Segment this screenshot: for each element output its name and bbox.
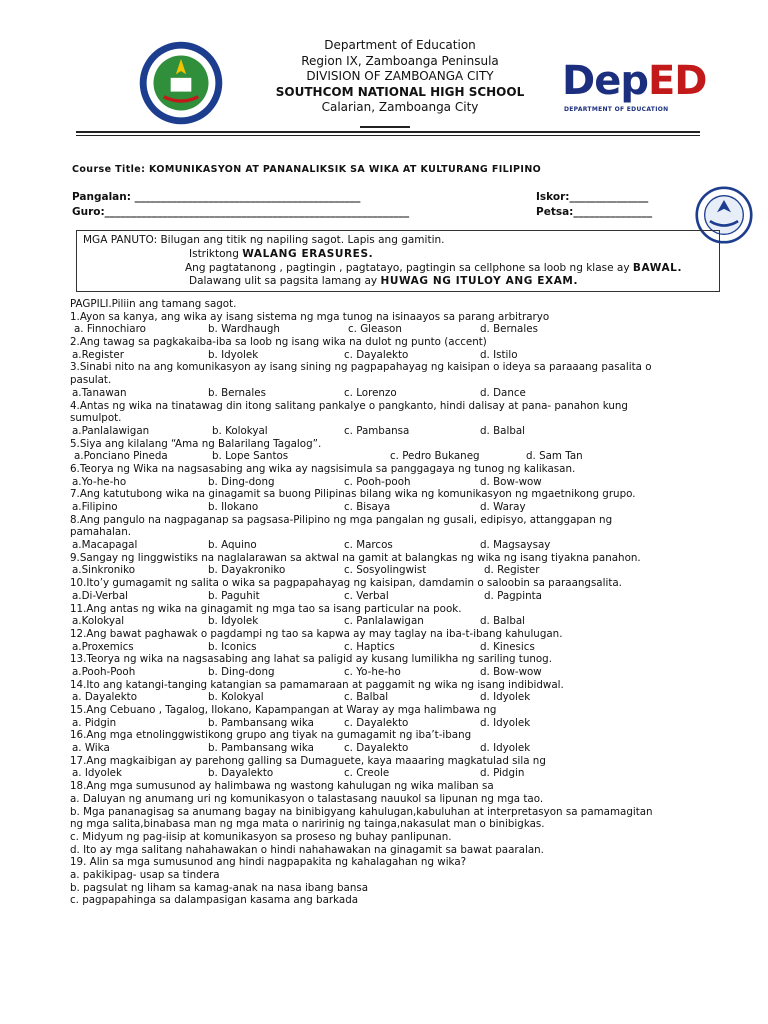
- instruction-line-1: MGA PANUTO: Bilugan ang titik ng napiling sagot. Lapis ang gamitin.: [83, 234, 445, 246]
- choices-11: [70, 615, 760, 628]
- header-line-department: Department of Education: [324, 38, 476, 52]
- choice-a[interactable]: a.Kolokyal: [72, 615, 125, 628]
- choice-d[interactable]: d. Idyolek: [480, 691, 531, 704]
- header-location: Calarian, Zamboanga City: [321, 100, 479, 114]
- choice-b[interactable]: b. Wardhaugh: [208, 323, 280, 336]
- header-school-name: SOUTHCOM NATIONAL HIGH SCHOOL: [275, 84, 525, 99]
- choices-8: [70, 539, 760, 552]
- choice-c[interactable]: c. Midyum ng pag-iisip at komunikasyon sa proseso ng buhay panlipunan.: [70, 830, 452, 843]
- choice-a[interactable]: a.Proxemics: [72, 640, 134, 653]
- deped-logo-subtitle: DEPARTMENT OF EDUCATION: [564, 106, 669, 113]
- choice-c[interactable]: c. Pooh-pooh: [344, 475, 411, 488]
- question-6: 6.Teorya ng Wika na nagsasabing ang wika ay nagsisimula sa panggagaya ng tunog ng kalikasan.: [70, 462, 576, 475]
- question-2: 2.Ang tawag sa pagkakaiba-iba sa loob ng isang wika na dulot ng punto (accent): [70, 336, 487, 349]
- choice-a[interactable]: a. Idyolek: [72, 767, 122, 780]
- question-9: 9.Sangay ng linggwistiks na naglalarawan sa aktwal na gamit at balangkas ng wika ng isang tiyakna panahon.: [70, 551, 641, 564]
- choice-b[interactable]: b. Aquino: [208, 539, 257, 552]
- choice-b[interactable]: b. Kolokyal: [208, 691, 264, 704]
- choice-c[interactable]: c. Haptics: [344, 640, 395, 653]
- choices-6: [70, 476, 760, 489]
- choice-c[interactable]: c. Balbal: [344, 691, 389, 704]
- choice-d[interactable]: d. Ito ay mga salitang nahahawakan o hindi nahahawakan na ginagamit sa bawat paaralan.: [70, 843, 544, 856]
- choice-b[interactable]: b. Pambansang wika: [208, 742, 314, 755]
- choice-a[interactable]: a.Filipino: [72, 501, 118, 513]
- choices-3: [70, 387, 760, 400]
- choice-d[interactable]: d. Register: [484, 564, 540, 577]
- deped-logo-icon: [558, 58, 707, 122]
- choice-c[interactable]: c. Dayalekto: [344, 348, 409, 361]
- choice-b[interactable]: b. Mga pananagisag sa anumang bagay na binibigyang kahulugan,kabuluhan at interpretasyon sa pamamagitan: [70, 805, 653, 818]
- choice-d[interactable]: d. Balbal: [480, 615, 526, 628]
- choice-a[interactable]: a.Tanawan: [72, 386, 127, 399]
- choice-c[interactable]: c. Gleason: [348, 323, 402, 336]
- choice-d[interactable]: d. Istilo: [480, 348, 518, 361]
- header-rule-thin: [76, 135, 700, 136]
- instruction-line-3: Ang pagtatanong , pagtingin , pagtatayo, pagtingin sa cellphone sa loob ng klase ay BAWAL.: [185, 262, 683, 274]
- choices-7: [70, 501, 760, 514]
- petsa-field[interactable]: Petsa:_______________: [536, 206, 653, 218]
- question-3: 3.Sinabi nito na ang komunikasyon ay isang sining ng pagpapahayag ng kaisipan o ideya sa paraaang pasalita o: [70, 361, 652, 374]
- choice-d[interactable]: d. Magsaysay: [480, 539, 551, 552]
- choices-15: [70, 717, 760, 730]
- choice-b[interactable]: b. Dayalekto: [208, 767, 274, 780]
- choices-12: [70, 641, 760, 654]
- choice-a[interactable]: a.Macapagal: [72, 539, 138, 552]
- question-8-cont: pamahalan.: [70, 526, 131, 539]
- choice-c[interactable]: c. Pambansa: [344, 424, 410, 437]
- choices-4: [70, 425, 760, 438]
- choice-c[interactable]: c. Verbal: [344, 589, 389, 602]
- choice-b[interactable]: b. Bernales: [208, 386, 266, 399]
- choice-d[interactable]: d. Dance: [480, 386, 526, 399]
- question-13: 13.Teorya ng wika na nagsasabing ang lahat sa paligid ay kusang lumilikha ng sariling tunog.: [70, 653, 552, 666]
- choice-a[interactable]: a.Pooh-Pooh: [72, 665, 136, 678]
- choices-1: [70, 323, 760, 336]
- choice-a[interactable]: a.Yo-he-ho: [72, 475, 127, 488]
- choice-b[interactable]: b. Dayakroniko: [208, 564, 286, 577]
- pangalan-field[interactable]: Pangalan: ___________________________________________: [72, 191, 361, 203]
- choice-b[interactable]: b. Idyolek: [208, 615, 259, 628]
- choices-5: [70, 450, 760, 463]
- instruction-line-2: Istriktong WALANG ERASURES.: [189, 248, 374, 260]
- choice-d[interactable]: d. Bernales: [480, 323, 538, 336]
- choice-a[interactable]: a.Ponciano Pineda: [74, 450, 168, 463]
- choice-d[interactable]: d. Pidgin: [480, 767, 525, 780]
- choice-a[interactable]: a.Panlalawigan: [72, 424, 150, 437]
- choice-b[interactable]: b. Kolokyal: [212, 424, 268, 437]
- choice-a[interactable]: a. Wika: [72, 742, 110, 755]
- question-18: 18.Ang mga sumusunod ay halimbawa ng wastong kahulugan ng wika maliban sa: [70, 780, 494, 793]
- choice-c[interactable]: c. Pedro Bukaneg: [390, 450, 480, 463]
- choice-a[interactable]: a. Dayalekto: [72, 691, 137, 704]
- question-4: 4.Antas ng wika na tinatawag din itong salitang pankalye o pangkanto, hindi dalisay at pana- panahon kung: [70, 399, 628, 412]
- choice-d[interactable]: d. Idyolek: [480, 716, 531, 729]
- choice-a[interactable]: a.Di-Verbal: [72, 589, 129, 602]
- choice-b[interactable]: b. Pambansang wika: [208, 716, 314, 729]
- choices-17: [70, 767, 760, 780]
- choice-c[interactable]: c. pagpapahinga sa dalampasigan kasama ang barkada: [70, 894, 359, 907]
- deped-logo-ed: ED: [647, 58, 707, 104]
- header-rule: [76, 131, 700, 133]
- school-seal-icon: [138, 40, 224, 126]
- choices-2: [70, 349, 760, 362]
- exam-body: [70, 298, 760, 907]
- header-underline: [360, 126, 410, 128]
- question-16: 16.Ang mga etnolinggwistikong grupo ang tiyak na gumagamit ng iba’t-ibang: [70, 729, 472, 742]
- header-text: [230, 38, 570, 116]
- choice-c[interactable]: c. Dayalekto: [344, 742, 409, 755]
- question-14: 14.Ito ang katangi-tanging katangian sa pamamaraan at paggamit ng wika ng isang indibidwal.: [70, 678, 564, 691]
- choice-a[interactable]: a. Daluyan ng anumang uri ng komunikasyon o talastasang nauukol sa lipunan ng mga tao.: [70, 792, 544, 805]
- question-15: 15.Ang Cebuano , Tagalog, Ilokano, Kapampangan at Waray ay mga halimbawa ng: [70, 704, 497, 716]
- choice-b[interactable]: b. pagsulat ng liham sa kamag-anak na nasa ibang bansa: [70, 881, 369, 894]
- choice-d[interactable]: d. Kinesics: [480, 640, 535, 653]
- choice-a[interactable]: a. Pidgin: [72, 716, 117, 729]
- header-line-region: Region IX, Zamboanga Peninsula: [301, 53, 499, 68]
- question-17: 17.Ang magkaibigan ay parehong galling sa Dumaguete, kaya maaaring magkatulad sila ng: [70, 754, 546, 767]
- choice-d[interactable]: d. Sam Tan: [526, 450, 583, 463]
- question-3-cont: pasulat.: [70, 374, 112, 387]
- choice-d[interactable]: d. Idyolek: [480, 742, 531, 755]
- letterhead: [0, 0, 768, 130]
- question-1: 1.Ayon sa kanya, ang wika ay isang sistema ng mga tunog na isinaayos sa parang arbitraryo: [70, 310, 550, 323]
- choice-b[interactable]: b. Iconics: [208, 640, 257, 653]
- instructions-box: [76, 230, 720, 292]
- question-8: 8.Ang pangulo na nagpaganap sa pagsasa-Pilipino ng mga pangalan ng gusali, edipisyo, attanggapan ng: [70, 513, 613, 526]
- question-11: 11.Ang antas ng wika na ginagamit ng mga tao sa isang particular na pook.: [70, 602, 462, 615]
- choices-10: [70, 590, 760, 603]
- choice-a[interactable]: a.Register: [72, 348, 124, 361]
- choice-c[interactable]: c. Creole: [344, 767, 390, 780]
- choice-a[interactable]: a. pakikipag- usap sa tindera: [70, 868, 220, 881]
- choices-9: [70, 564, 760, 577]
- choices-16: [70, 742, 760, 755]
- choice-b[interactable]: b. Lope Santos: [212, 450, 289, 463]
- choice-b[interactable]: b. Paguhit: [208, 589, 260, 602]
- choice-c[interactable]: c. Bisaya: [344, 501, 391, 513]
- header-line-division: DIVISION OF ZAMBOANGA CITY: [306, 69, 494, 83]
- choice-b[interactable]: b. Ilokano: [208, 501, 259, 513]
- choices-14: [70, 691, 760, 704]
- choice-c[interactable]: c. Dayalekto: [344, 716, 409, 729]
- choice-d[interactable]: d. Pagpinta: [484, 589, 542, 602]
- choice-d[interactable]: d. Bow-wow: [480, 665, 542, 678]
- choice-b[interactable]: b. Ding-dong: [208, 665, 275, 678]
- choice-c[interactable]: c. Yo-he-ho: [344, 665, 401, 678]
- question-19: 19. Alin sa mga sumusunod ang hindi nagpapakita ng kahalagahan ng wika?: [70, 856, 467, 869]
- instruction-line-4: Dalawang ulit sa pagsita lamang ay HUWAG NG ITULOY ANG EXAM.: [189, 275, 579, 287]
- choice-c[interactable]: c. Panlalawigan: [344, 615, 424, 628]
- question-10: 10.Ito’y gumagamit ng salita o wika sa pagpapahayag ng kaisipan, damdamin o saloobin sa paraangsalita.: [70, 577, 622, 590]
- guro-field[interactable]: Guro:__________________________________________________________: [72, 206, 410, 218]
- question-5: 5.Siya ang kilalang “Ama ng Balarilang Tagalog”.: [70, 437, 322, 450]
- choice-c[interactable]: c. Sosyolingwist: [344, 564, 427, 577]
- choice-d[interactable]: d. Waray: [480, 501, 526, 513]
- choice-b[interactable]: b. Ding-dong: [208, 475, 275, 488]
- choice-a[interactable]: a. Finnochiaro: [74, 323, 146, 336]
- course-title: Course Title: KOMUNIKASYON AT PANANALIKSIK SA WIKA AT KULTURANG FILIPINO: [72, 164, 542, 175]
- choice-c[interactable]: c. Marcos: [344, 539, 393, 552]
- choice-b[interactable]: b. Idyolek: [208, 348, 259, 361]
- question-12: 12.Ang bawat paghawak o pagdampi ng tao sa kapwa ay may taglay na iba-t-ibang kahulugan.: [70, 627, 563, 640]
- question-7: 7.Ang katutubong wika na ginagamit sa buong Pilipinas bilang wika ng komunikasyon ng mgaetnikong grupo.: [70, 488, 636, 501]
- exam-heading: PAGPILI.Piliin ang tamang sagot.: [70, 298, 237, 310]
- choice-a[interactable]: a.Sinkroniko: [72, 564, 136, 577]
- choice-b-cont[interactable]: ng mga salita,binabasa man ng mga mata o naririnig ng tainga,nakasulat man o binibigkas.: [70, 818, 545, 831]
- deped-logo-dep: Dep: [562, 58, 648, 104]
- student-fields: [72, 191, 762, 221]
- choice-d[interactable]: d. Bow-wow: [480, 475, 542, 488]
- choice-c[interactable]: c. Lorenzo: [344, 386, 397, 399]
- question-4-cont: sumulpot.: [70, 412, 122, 425]
- choice-d[interactable]: d. Balbal: [480, 424, 526, 437]
- choices-13: [70, 666, 760, 679]
- iskor-field[interactable]: Iskor:_______________: [536, 191, 649, 203]
